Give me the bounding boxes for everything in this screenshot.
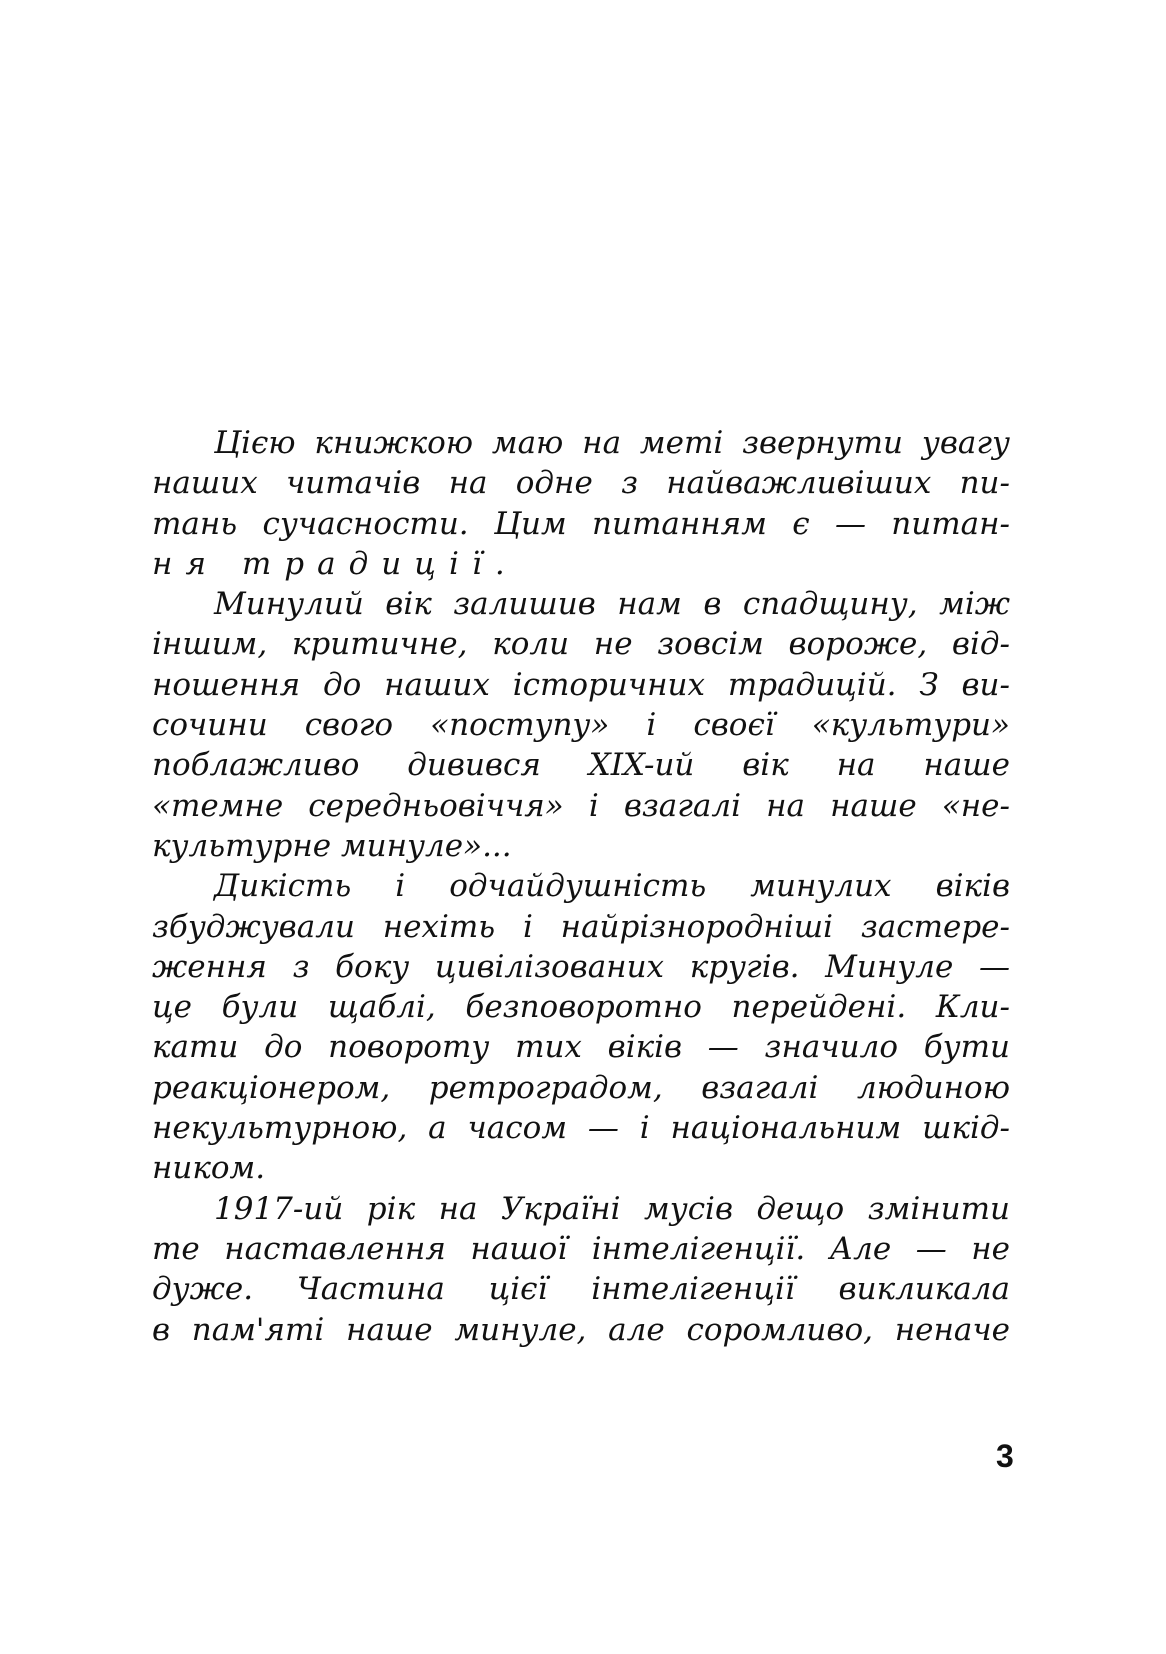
text-line: сочини свого «поступу» і своєї «культури»	[152, 707, 1010, 744]
text-line: це були щаблі, безповоротно перейдені. Кли-	[152, 989, 1010, 1026]
page-number: 3	[996, 1438, 1014, 1474]
text-line: наших читачів на одне з найважливіших пи-	[152, 465, 1010, 502]
paragraph-3	[152, 866, 1010, 1188]
text-line: іншим, критичне, коли не зовсім вороже, від-	[152, 626, 1010, 663]
text-line: 1917-ий рік на Україні мусів дещо змінити	[214, 1190, 1010, 1227]
text-line: «темне середньовіччя» і взагалі на наше «не-	[152, 787, 1010, 824]
body-text	[152, 423, 1010, 1350]
text-line: культурне минуле»...	[152, 827, 512, 864]
paragraph-2	[152, 584, 1010, 866]
text-line: Дикість і одчайдушність минулих віків	[214, 868, 1010, 905]
text-line: в пам'яті наше минуле, але соромливо, неначе	[152, 1311, 1010, 1348]
paragraph-4	[152, 1189, 1010, 1350]
paragraph-1	[152, 423, 1010, 584]
text-line: кати до повороту тих віків — значило бути	[152, 1029, 1010, 1066]
text-line: поблажливо дивився XIX-ий вік на наше	[152, 747, 1010, 784]
text-line: реакціонером, ретроградом, взагалі людиною	[152, 1069, 1010, 1106]
text-line: ником.	[152, 1150, 266, 1187]
text-line: те наставлення нашої інтелігенції. Але — не	[152, 1230, 1010, 1267]
text-line	[152, 504, 1010, 544]
text-line: збуджували нехіть і найрізнородніші застере-	[152, 908, 1010, 945]
text-line: Минулий вік залишив нам в спадщину, між	[214, 586, 1010, 623]
text-line: ношення до наших історичних традицій. З ви-	[152, 666, 1010, 703]
text-line: некультурною, а часом — і національним шкід-	[152, 1110, 1010, 1147]
text-line-spaced: ня традиції.	[152, 545, 518, 582]
text-line: дуже. Частина цієї інтелігенції викликала	[152, 1271, 1010, 1308]
text-line: Цією книжкою маю на меті звернути увагу	[214, 425, 1010, 461]
text-line: ження з боку цивілізованих кругів. Минуле —	[152, 948, 1010, 985]
text-line-part: тань сучасности. Цим питанням є — питан-	[152, 505, 1010, 542]
